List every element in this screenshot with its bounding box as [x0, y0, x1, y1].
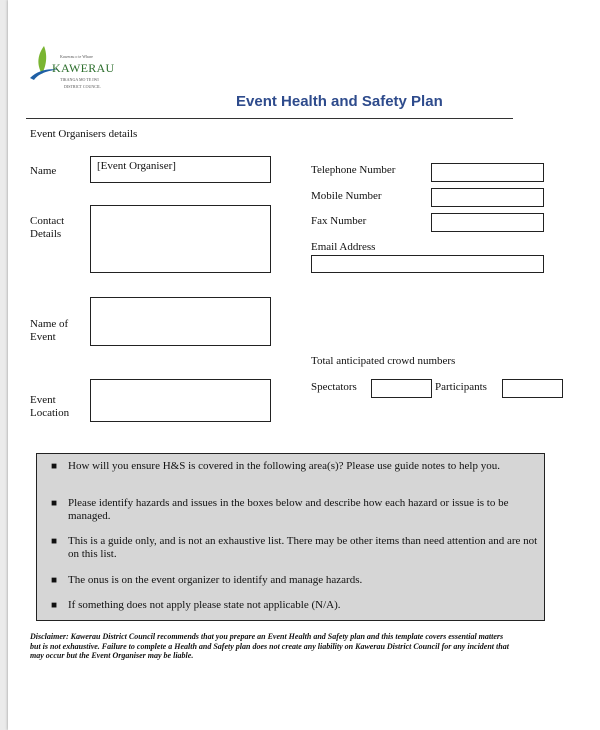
participants-label: Participants	[435, 381, 487, 393]
logo-name: KAWERAU	[52, 61, 115, 75]
telephone-label: Telephone Number	[311, 164, 396, 176]
fax-field[interactable]	[431, 213, 544, 232]
contact-label-line-2: Details	[30, 228, 62, 240]
mobile-field[interactable]	[431, 188, 544, 207]
event-location-label-line-1: Event	[30, 394, 56, 406]
title-divider	[26, 118, 513, 119]
event-location-label-line-2: Location	[30, 407, 70, 419]
guidance-text-2: Please identify hazards and issues in the boxes below and describe how each hazard or issue is to be managed.	[68, 497, 509, 522]
contact-label-line-1: Contact	[30, 215, 65, 227]
section-label: Event Organisers details	[30, 128, 138, 140]
guidance-item	[51, 574, 538, 587]
event-name-label-line-2: Event	[30, 331, 56, 343]
crowd-numbers-label: Total anticipated crowd numbers	[311, 355, 456, 367]
event-location-field[interactable]	[90, 379, 271, 422]
page-title: Event Health and Safety Plan	[236, 93, 443, 110]
guidance-item	[51, 497, 538, 523]
guidance-text-5: If something does not apply please state not applicable (N/A).	[68, 599, 341, 611]
mobile-label: Mobile Number	[311, 190, 382, 202]
guidance-item	[51, 460, 538, 473]
name-label: Name	[30, 165, 57, 177]
document-page	[8, 0, 600, 730]
guidance-box	[36, 453, 545, 621]
email-field[interactable]	[311, 255, 544, 273]
event-name-label	[30, 318, 68, 344]
bullet-icon: ■	[51, 536, 58, 547]
logo-sub-1: TIKANGA MO TE IWI	[60, 77, 99, 82]
bullet-icon: ■	[51, 575, 58, 586]
telephone-field[interactable]	[431, 163, 544, 182]
logo-sub-2: DISTRICT COUNCIL	[64, 84, 101, 89]
guidance-text-3: This is a guide only, and is not an exhaustive list. There may be other items than need attention and are not on this list.	[68, 535, 538, 560]
bullet-icon: ■	[51, 498, 58, 509]
organiser-name-field[interactable]	[90, 156, 271, 183]
guidance-item	[51, 599, 538, 612]
contact-label	[30, 215, 64, 241]
disclaimer-text: Disclaimer: Kawerau District Council recommends that you prepare an Event Health and Safety plan and this template covers essential matters but is not exhaustive. Failure to complete a Health and Safety plan does not create any liability on Kawerau District Council for any incident that may occur but the Event Organiser may be liable.	[30, 632, 509, 660]
logo-top-text: Kawerau o te Whare	[60, 54, 93, 59]
spectators-label: Spectators	[311, 381, 357, 393]
spectators-field[interactable]	[371, 379, 432, 398]
organiser-name-value: [Event Organiser]	[97, 160, 176, 172]
guidance-text-1: How will you ensure H&S is covered in the following area(s)? Please use guide notes to help you.	[68, 460, 500, 472]
guidance-item	[51, 535, 538, 561]
email-label: Email Address	[311, 241, 376, 253]
event-name-label-line-1: Name of	[30, 318, 69, 330]
fax-label: Fax Number	[311, 215, 367, 227]
event-location-label	[30, 394, 69, 420]
bullet-icon: ■	[51, 461, 58, 472]
event-name-field[interactable]	[90, 297, 271, 346]
contact-details-field[interactable]	[90, 205, 271, 273]
council-logo	[28, 44, 138, 92]
participants-field[interactable]	[502, 379, 563, 398]
bullet-icon: ■	[51, 600, 58, 611]
guidance-text-4: The onus is on the event organizer to identify and manage hazards.	[68, 574, 363, 586]
